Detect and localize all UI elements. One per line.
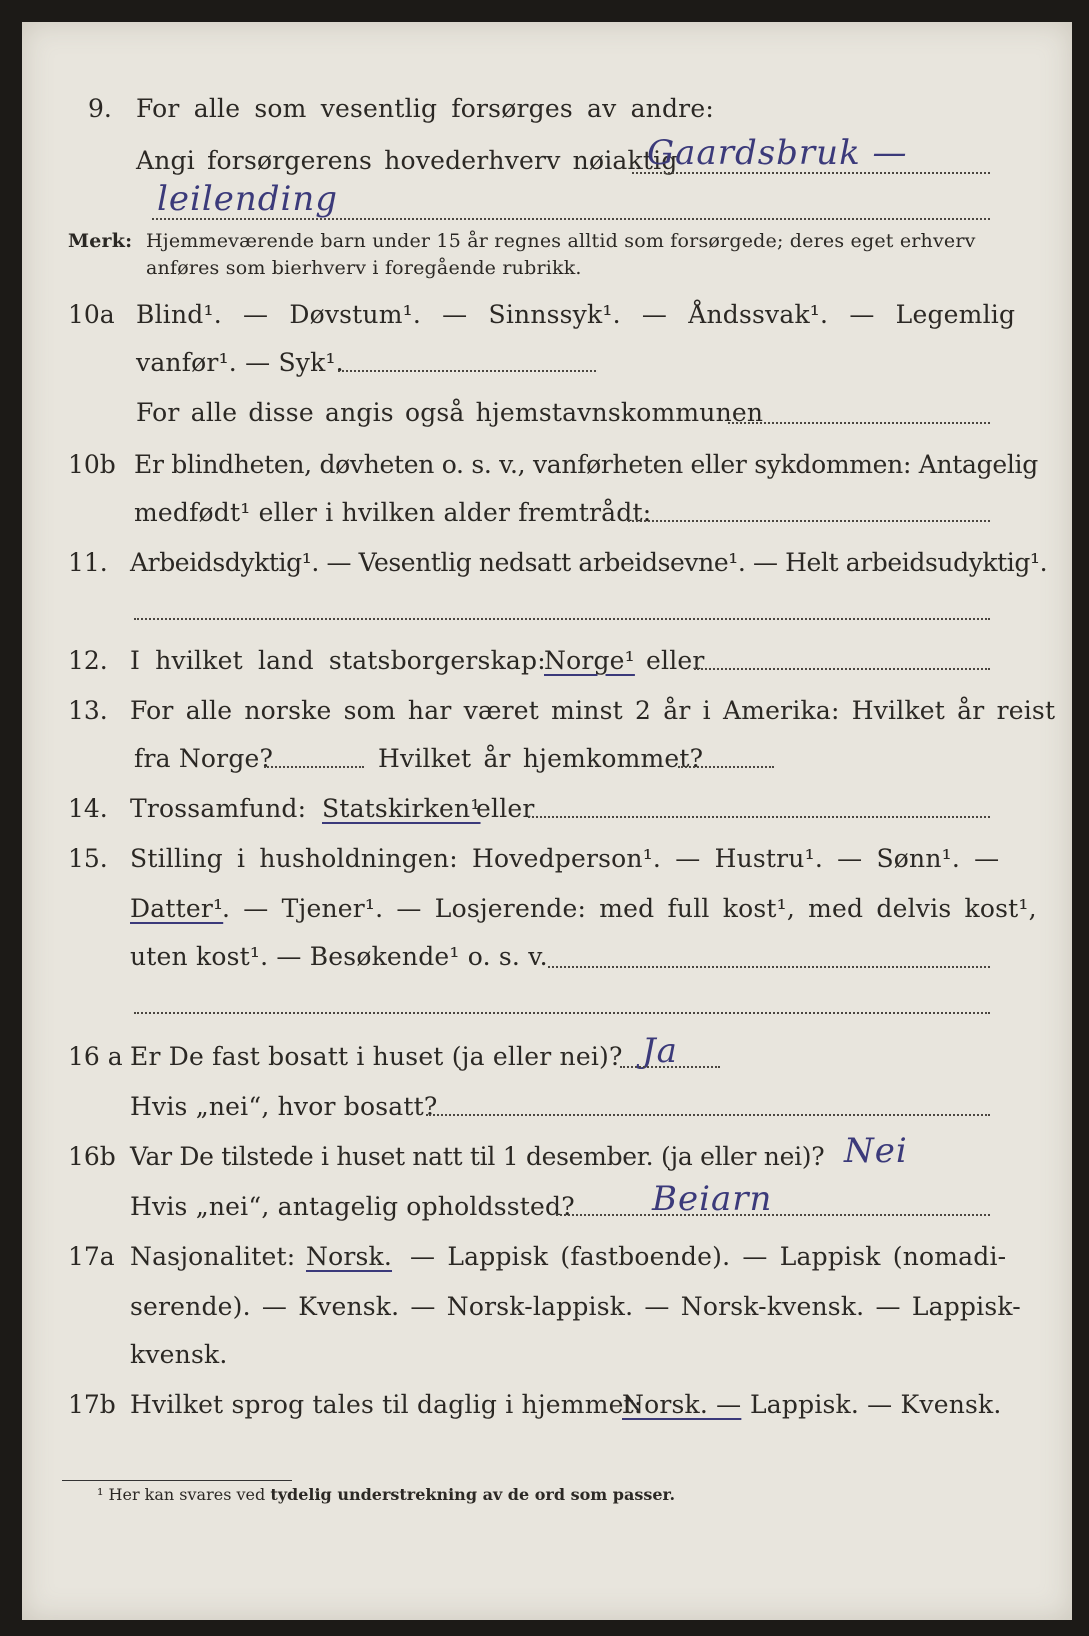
q13-line2a: fra Norge? xyxy=(134,744,274,773)
q17a-line2: serende). — Kvensk. — Norsk-lappisk. — Norsk-kvensk. — Lappisk- xyxy=(130,1292,1021,1321)
q14-pre: Trossamfund: xyxy=(130,794,307,823)
q14-post: eller xyxy=(476,794,535,823)
footnote-text: Her kan svares ved xyxy=(108,1485,266,1504)
merk-label: Merk: xyxy=(68,230,133,252)
q16a-fill-line1 xyxy=(620,1066,720,1068)
q10a-line1: Blind¹. — Døvstum¹. — Sinnssyk¹. — Åndssvak¹. — Legemlig xyxy=(136,300,1016,329)
q15-line1: Stilling i husholdningen: Hovedperson¹. — Hustru¹. — Sønn¹. — xyxy=(130,844,1000,873)
q10a-line3: For alle disse angis også hjemstavnskommunen xyxy=(136,398,764,427)
merk-line1: Hjemmeværende barn under 15 år regnes alltid som forsørgede; deres eget erhverv xyxy=(146,230,976,252)
q12-fill xyxy=(694,668,990,670)
q9-line1: For alle som vesentlig forsørges av andre: xyxy=(136,94,714,123)
q15-number: 15. xyxy=(68,844,108,873)
q12-post: eller xyxy=(646,646,705,675)
footnote-rule xyxy=(62,1480,292,1481)
q17b-number: 17b xyxy=(68,1390,116,1419)
q12-pre: I hvilket land statsborgerskap: xyxy=(130,646,546,675)
q13-line1: For alle norske som har været minst 2 år i Amerika: Hvilket år reist xyxy=(130,696,1056,725)
q10b-number: 10b xyxy=(68,450,116,479)
q16b-line1: Var De tilstede i huset natt til 1 desember. (ja eller nei)? xyxy=(130,1142,825,1171)
q16a-fill-line2 xyxy=(426,1114,990,1116)
q14-statskirken-option: Statskirken¹ xyxy=(322,794,481,823)
q13-line2b: Hvilket år hjemkommet? xyxy=(378,744,704,773)
q9-answer-line2: leilending xyxy=(157,179,339,219)
census-form-page xyxy=(22,22,1072,1620)
q9-answer-line1: Gaardsbruk — xyxy=(647,133,908,173)
q9-fill-line1 xyxy=(632,172,990,174)
q12-norge-option: Norge¹ xyxy=(544,646,635,675)
q10b-fill xyxy=(628,520,990,522)
q14-fill xyxy=(528,816,990,818)
q17b-post: Lappisk. — Kvensk. xyxy=(750,1390,1002,1419)
q13-number: 13. xyxy=(68,696,108,725)
q15-fill-line4 xyxy=(134,1012,990,1014)
q15-line3: uten kost¹. — Besøkende¹ o. s. v. xyxy=(130,942,548,971)
q12-number: 12. xyxy=(68,646,108,675)
q16b-fill-line2 xyxy=(556,1214,990,1216)
q16b-answer-present: Nei xyxy=(844,1131,908,1171)
q10a-number: 10a xyxy=(68,300,115,329)
q17a-line1rest: — Lappisk (fastboende). — Lappisk (nomadi- xyxy=(410,1242,1007,1271)
q10a-fill-line3 xyxy=(728,422,990,424)
q15-datter-option: Datter¹ xyxy=(130,894,224,923)
footnote-mark: ¹ xyxy=(97,1485,104,1504)
q16a-line1: Er De fast bosatt i huset (ja eller nei)? xyxy=(130,1042,623,1071)
q15-fill-line3 xyxy=(548,966,990,968)
q14-number: 14. xyxy=(68,794,108,823)
q16a-answer: Ja xyxy=(642,1031,678,1071)
q16b-line2: Hvis „nei“, antagelig opholdssted? xyxy=(130,1192,575,1221)
q10a-line2: vanfør¹. — Syk¹. xyxy=(136,348,344,377)
q11-number: 11. xyxy=(68,548,108,577)
q11-fill xyxy=(134,618,990,620)
q17a-number: 17a xyxy=(68,1242,115,1271)
footnote xyxy=(97,1485,675,1504)
merk-line2: anføres som bierhverv i foregående rubrikk. xyxy=(146,257,582,279)
q10b-line1: Er blindheten, døvheten o. s. v., vanførheten eller sykdommen: Antagelig xyxy=(134,450,1038,479)
q15-line2: . — Tjener¹. — Losjerende: med full kost¹, med delvis kost¹, xyxy=(222,894,1037,923)
q10a-fill-line2 xyxy=(338,370,596,372)
q13-fill-a xyxy=(264,766,364,768)
q16a-number: 16 a xyxy=(68,1042,123,1071)
q9-number: 9. xyxy=(88,94,112,123)
q16b-number: 16b xyxy=(68,1142,116,1171)
q17a-pre: Nasjonalitet: xyxy=(130,1242,296,1271)
q16b-answer-place: Beiarn xyxy=(652,1179,773,1219)
q16a-line2: Hvis „nei“, hvor bosatt? xyxy=(130,1092,438,1121)
q11-line1: Arbeidsdyktig¹. — Vesentlig nedsatt arbeidsevne¹. — Helt arbeidsudyktig¹. xyxy=(130,548,1048,577)
q9-line2: Angi forsørgerens hovederhverv nøiaktig xyxy=(136,146,678,175)
q17b-pre: Hvilket sprog tales til daglig i hjemmet: xyxy=(130,1390,643,1419)
q17b-norsk-option: Norsk. — xyxy=(622,1390,742,1419)
q17a-norsk-option: Norsk. xyxy=(306,1242,393,1271)
footnote-emphasis: tydelig understrekning av de ord som passer. xyxy=(270,1485,676,1504)
q17a-line3: kvensk. xyxy=(130,1340,228,1369)
q13-fill-b xyxy=(678,766,774,768)
q9-fill-line2 xyxy=(152,218,990,220)
q10b-line2: medfødt¹ eller i hvilken alder fremtrådt: xyxy=(134,498,652,527)
